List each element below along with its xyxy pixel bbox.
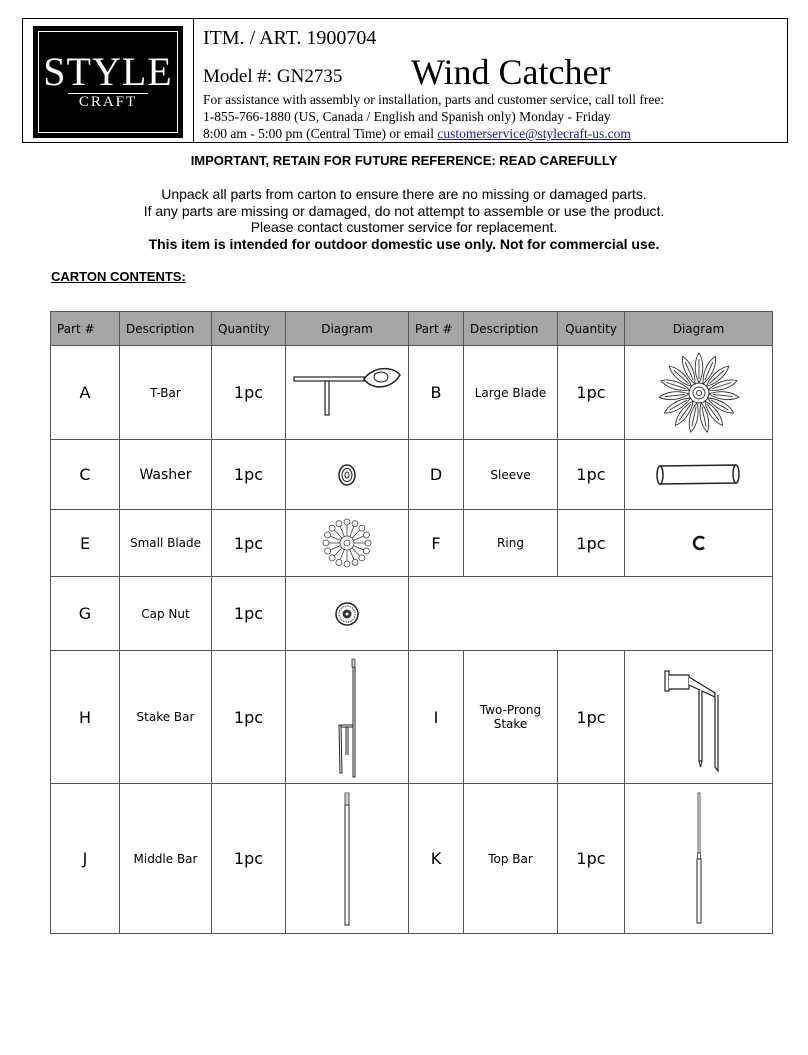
table-header-row [51, 312, 773, 346]
logo-craft-text: CRAFT [78, 94, 138, 110]
part-quantity: 1pc [212, 346, 286, 440]
part-description: Washer [120, 440, 212, 510]
sleeve-icon [654, 462, 744, 488]
middle-bar-icon [337, 791, 357, 927]
model-number: Model #: GN2735 [203, 66, 343, 87]
empty-cell [409, 577, 773, 651]
item-number: ITM. / ART. 1900704 [203, 27, 377, 49]
part-diagram [625, 510, 773, 577]
header-part: Part # [51, 312, 120, 346]
assistance-info [203, 91, 664, 142]
part-quantity: 1pc [558, 510, 625, 577]
part-description: Large Blade [464, 346, 558, 440]
header-description: Description [464, 312, 558, 346]
stylecraft-logo [33, 26, 183, 138]
part-diagram [625, 346, 773, 440]
logo-style-text: STYLE [43, 49, 173, 94]
ring-icon [690, 534, 708, 552]
part-quantity: 1pc [558, 651, 625, 784]
part-description: Cap Nut [120, 577, 212, 651]
parts-table [50, 311, 773, 934]
assistance-line-2: 1-855-766-1880 (US, Canada / English and Spanish only) Monday - Friday [203, 109, 611, 124]
part-description: T-Bar [120, 346, 212, 440]
header-description: Description [120, 312, 212, 346]
washer-icon [335, 462, 359, 488]
assistance-line-1: For assistance with assembly or installation, parts and customer service, call toll free: [203, 92, 665, 107]
part-letter: D [409, 440, 464, 510]
part-letter: K [409, 784, 464, 934]
t-bar-icon [292, 363, 402, 423]
part-letter: I [409, 651, 464, 784]
stake-bar-icon [322, 655, 372, 779]
part-letter: B [409, 346, 464, 440]
part-diagram [286, 346, 409, 440]
cap-nut-icon [334, 601, 360, 627]
part-letter: J [51, 784, 120, 934]
part-quantity: 1pc [212, 510, 286, 577]
part-description: Ring [464, 510, 558, 577]
intro-line-2: If any parts are missing or damaged, do not attempt to assemble or use the product. [143, 202, 665, 219]
part-quantity: 1pc [212, 651, 286, 784]
intro-line-3: Please contact customer service for replacement. [250, 219, 558, 235]
part-description: Two-Prong Stake [464, 651, 558, 784]
table-row [51, 651, 773, 784]
part-letter: A [51, 346, 120, 440]
table-row [51, 346, 773, 440]
part-description: Small Blade [120, 510, 212, 577]
assistance-line-3: 8:00 am - 5:00 pm (Central Time) or email customerservice@stylecraft-us.com [203, 126, 631, 141]
part-diagram [625, 784, 773, 934]
part-quantity: 1pc [558, 784, 625, 934]
part-quantity: 1pc [212, 577, 286, 651]
small-blade-icon [322, 518, 372, 568]
intro-line-1: Unpack all parts from carton to ensure there are no missing or damaged parts. [161, 186, 647, 202]
table-row [51, 784, 773, 934]
part-diagram [625, 651, 773, 784]
part-diagram [286, 440, 409, 510]
header-quantity: Quantity [212, 312, 286, 346]
top-bar-icon [689, 791, 709, 927]
header-quantity: Quantity [558, 312, 625, 346]
intro-text [0, 186, 808, 252]
header-diagram: Diagram [625, 312, 773, 346]
part-description: Sleeve [464, 440, 558, 510]
part-description: Top Bar [464, 784, 558, 934]
two-prong-stake-icon [659, 657, 739, 777]
part-letter: G [51, 577, 120, 651]
part-quantity: 1pc [212, 440, 286, 510]
part-diagram [625, 440, 773, 510]
part-diagram [286, 651, 409, 784]
table-row [51, 440, 773, 510]
part-letter: F [409, 510, 464, 577]
part-diagram [286, 784, 409, 934]
part-diagram [286, 510, 409, 577]
part-quantity: 1pc [558, 440, 625, 510]
important-notice: IMPORTANT, RETAIN FOR FUTURE REFERENCE: READ CAREFULLY [190, 153, 618, 168]
header-box [22, 18, 788, 143]
part-letter: C [51, 440, 120, 510]
table-row [51, 577, 773, 651]
part-letter: E [51, 510, 120, 577]
email-link[interactable]: customerservice@stylecraft-us.com [437, 126, 631, 141]
part-letter: H [51, 651, 120, 784]
part-description: Middle Bar [120, 784, 212, 934]
table-row [51, 510, 773, 577]
large-blade-icon [656, 350, 742, 436]
header-diagram: Diagram [286, 312, 409, 346]
part-diagram [286, 577, 409, 651]
carton-contents-heading: CARTON CONTENTS: [51, 269, 186, 284]
part-quantity: 1pc [212, 784, 286, 934]
intro-line-4: This item is intended for outdoor domestic use only. Not for commercial use. [148, 235, 660, 252]
part-description: Stake Bar [120, 651, 212, 784]
part-quantity: 1pc [558, 346, 625, 440]
header-part: Part # [409, 312, 464, 346]
product-title: Wind Catcher [411, 52, 611, 92]
